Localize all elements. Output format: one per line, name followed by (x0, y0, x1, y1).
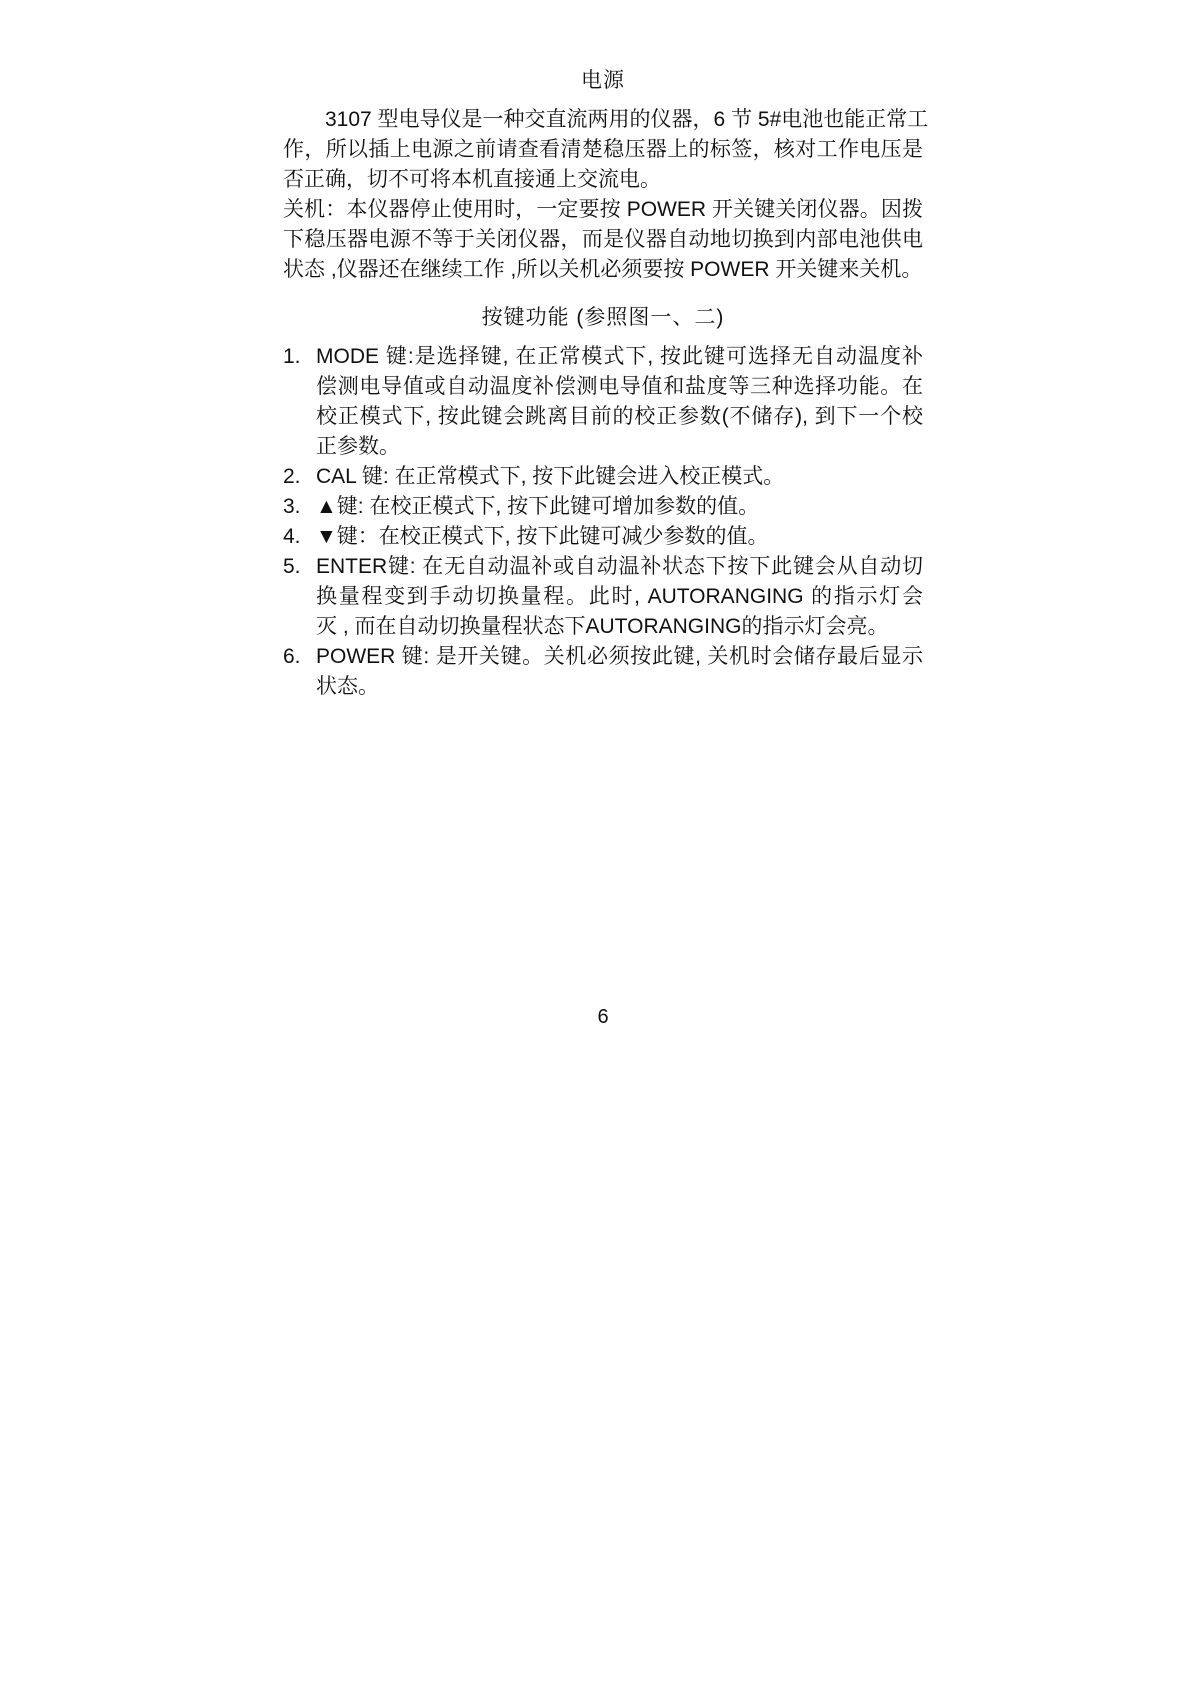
power-paragraph-intro: 3107 型电导仪是一种交直流两用的仪器，6 节 5#电池也能正常工 作，所以插上电源之前请查看清楚稳压器上的标签，核对工作电压是 否正确，切不可将本机直接通上交流电。 (283, 108, 929, 191)
list-number: 4. (283, 525, 301, 548)
list-number: 3. (283, 495, 301, 518)
list-item-text: CAL 键: 在正常模式下, 按下此键会进入校正模式。 (316, 465, 785, 488)
power-paragraph-shutdown: 关机：本仪器停止使用时，一定要按 POWER 开关键关闭仪器。因拨 下稳压器电源不等于关闭仪器，而是仪器自动地切换到内部电池供电 状态 ,仪器还在继续工作 ,所以关机必须要按 POWER 开关键来关机。 (283, 198, 923, 281)
section-title-power: 电源 (581, 69, 625, 92)
page-number: 6 (597, 1006, 609, 1028)
list-number: 6. (283, 645, 301, 668)
list-item-text: ▼键：在校正模式下, 按下此键可减少参数的值。 (316, 525, 769, 548)
page-content (283, 66, 929, 702)
list-item-up-key (283, 492, 923, 522)
list-item-text: ENTER键: 在无自动温补或自动温补状态下按下此键会从自动切 换量程变到手动切换量程。此时, AUTORANGING 的指示灯会 灭 , 而在自动切换量程状态下AUTORANGING的指示灯会亮。 (316, 555, 923, 638)
list-item-down-key (283, 522, 923, 552)
list-item-text: ▲键: 在校正模式下, 按下此键可增加参数的值。 (316, 495, 760, 518)
list-number: 2. (283, 465, 301, 488)
list-item-power-key (283, 642, 923, 702)
list-number: 5. (283, 555, 301, 578)
list-item-enter-key (283, 552, 923, 642)
list-item-mode-key (283, 342, 923, 462)
list-item-text: POWER 键: 是开关键。关机必须按此键, 关机时会储存最后显示 状态。 (316, 645, 923, 698)
key-function-list (283, 342, 923, 702)
section-title-key-functions: 按键功能 (参照图一、二) (481, 306, 725, 329)
list-item-cal-key (283, 462, 923, 492)
list-number: 1. (283, 345, 301, 368)
list-item-text: MODE 键:是选择键, 在正常模式下, 按此键可选择无自动温度补 偿测电导值或自动温度补偿测电导值和盐度等三种选择功能。在 校正模式下, 按此键会跳离目前的校正参数(不储存), 到下一个校 正参数。 (316, 345, 923, 458)
